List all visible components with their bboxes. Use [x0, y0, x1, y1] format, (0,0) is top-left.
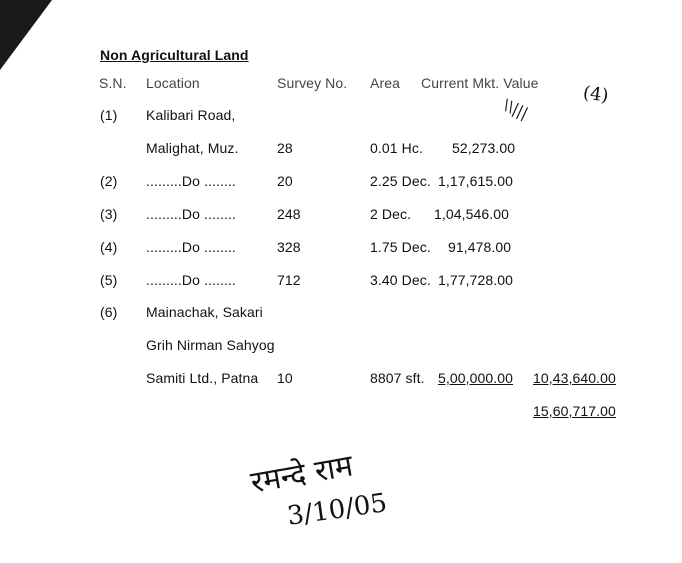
row-location: Kalibari Road, [146, 107, 236, 123]
margin-mark: \\||| [500, 95, 531, 123]
row-location: Samiti Ltd., Patna [146, 370, 259, 386]
row-value: 1,04,546.00 [434, 206, 510, 222]
row-location: Grih Nirman Sahyog [146, 337, 275, 353]
row-value: 91,478.00 [448, 239, 512, 255]
row-location: .........Do ........ [146, 206, 236, 222]
handwritten-signature: रमन्दे राम [248, 448, 356, 501]
header-market-value: Current Mkt. Value [421, 75, 539, 91]
header-location: Location [146, 75, 200, 91]
scan-corner-shadow [0, 0, 52, 70]
row-survey-no: 10 [277, 370, 293, 386]
row-value: 5,00,000.00 [438, 370, 514, 386]
row-sn: (4) [100, 239, 118, 255]
grand-total-value: 15,60,717.00 [533, 403, 616, 419]
header-survey-no: Survey No. [277, 75, 348, 91]
header-sn: S.N. [99, 75, 127, 91]
row-value: 1,17,615.00 [438, 173, 514, 189]
row-sn: (5) [100, 272, 118, 288]
row-location: Mainachak, Sakari [146, 304, 263, 320]
row-location: .........Do ........ [146, 173, 236, 189]
page-mark: (4) [581, 82, 610, 107]
handwritten-signature-date: 3/10/05 [285, 488, 389, 532]
row-sn: (6) [100, 304, 118, 320]
row-sn: (2) [100, 173, 118, 189]
row-location: .........Do ........ [146, 272, 236, 288]
row-area: 8807 sft. [370, 370, 425, 386]
row-area: 0.01 Hc. [370, 140, 423, 156]
row-area: 2.25 Dec. [370, 173, 431, 189]
row-area: 1.75 Dec. [370, 239, 431, 255]
row-area: 3.40 Dec. [370, 272, 431, 288]
row-area: 2 Dec. [370, 206, 412, 222]
row-survey-no: 328 [277, 239, 301, 255]
row-sn: (1) [100, 107, 118, 123]
row-value: 52,273.00 [452, 140, 516, 156]
header-area: Area [370, 75, 400, 91]
row-location: .........Do ........ [146, 239, 236, 255]
row-value: 1,77,728.00 [438, 272, 514, 288]
section-title: Non Agricultural Land [100, 47, 249, 63]
row-location: Malighat, Muz. [146, 140, 239, 156]
row-survey-no: 20 [277, 173, 293, 189]
row-survey-no: 28 [277, 140, 293, 156]
row-sn: (3) [100, 206, 118, 222]
subtotal-value: 10,43,640.00 [533, 370, 616, 386]
row-survey-no: 248 [277, 206, 301, 222]
row-survey-no: 712 [277, 272, 301, 288]
